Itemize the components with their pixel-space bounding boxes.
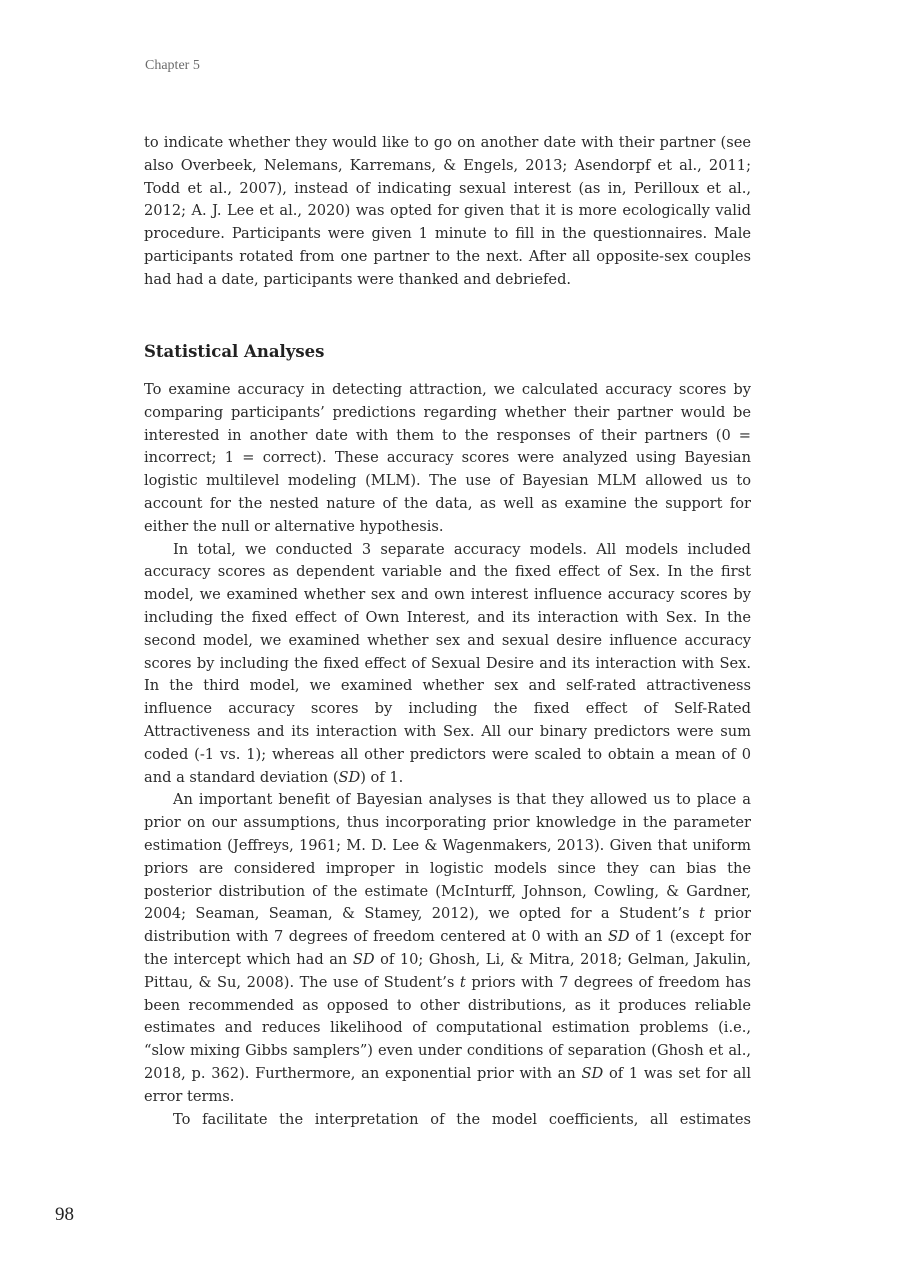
section-heading: Statistical Analyses xyxy=(144,342,325,361)
italic-term: SD xyxy=(352,950,375,968)
running-head: Chapter 5 xyxy=(145,58,200,73)
italic-term: SD xyxy=(338,768,361,786)
page-number: 98 xyxy=(55,1204,74,1225)
italic-term: t xyxy=(699,905,705,923)
italic-term: SD xyxy=(581,1064,604,1082)
italic-term: t xyxy=(459,973,466,991)
paragraph: to indicate whether they would like to go on another date with their partner (see also Overbeek, Nelemans, Karremans, & Engels, 2013; Asendorpf et al., 2011; Todd et al., 2007), instead of indicating sexual interest (as in, Perilloux et al., 2012; A. J. Lee et al., 2020) was opted for given that it is more ecologically valid procedure. Participants were given 1 minute to fill in the questionnaires. Male participants rotated from one partner to the next. After all opposite-sex couples had had a date, participants were thanked and debriefed. xyxy=(144,134,751,288)
statistical-analyses-body xyxy=(144,379,751,1131)
procedure-continuation xyxy=(144,132,751,292)
text-run: prior distribution with 7 degrees of freedom centered at 0 with an xyxy=(144,905,751,946)
text-run: of 10; Ghosh, Li, & Mitra, 2018; Gelman, Jakulin, Pittau, & Su, 2008). The use of Student’s xyxy=(144,950,751,991)
paragraph-priors xyxy=(144,789,751,1108)
italic-term: SD xyxy=(607,928,630,946)
paragraph-interpretation: To facilitate the interpretation of the model coefficients, all estimates xyxy=(173,1110,751,1128)
text-run: An important benefit of Bayesian analyses is that they allowed us to place a prior on our assumptions, thus incorporating prior knowledge in the parameter estimation (Jeffreys, 1961; M. D. Lee & Wagenmakers, 2013). Given that uniform priors are considered improper in logistic models since they can bias the posterior distribution of the estimate (McInturff, Johnson, Cowling, & Gardner, 2004; Seaman, Seaman, & Stamey, 2012), we opted for a Student’s xyxy=(144,791,751,923)
text-run: priors with 7 degrees of freedom has been recommended as opposed to other distributions, as it produces reliable estimates and reduces likelihood of computational estimation problems (i.e., “slow mixing Gibbs samplers”) even under conditions of separation (Ghosh et al., 2018, p. 362). Furthermore, an exponential prior with an xyxy=(144,973,751,1082)
paragraph-models xyxy=(144,539,751,790)
text-run: In total, we conducted 3 separate accuracy models. All models included accuracy scores as dependent variable and the fixed effect of Sex. In the first model, we examined whether sex and own interest influence accuracy scores by including the fixed effect of Own Interest, and its interaction with Sex. In the second model, we examined whether sex and sexual desire influence accuracy scores by including the fixed effect of Sexual Desire and its interaction with Sex. In the third model, we examined whether sex and self-rated attractiveness influence accuracy scores by including the fixed effect of Self-Rated Attractiveness and its interaction with Sex. All our binary predictors were sum coded (-1 vs. 1); whereas all other predictors were scaled to obtain a mean of 0 and a standard deviation ( xyxy=(144,540,751,786)
text-run: of 1 was set for all error terms. xyxy=(144,1064,751,1105)
paragraph-accuracy: To examine accuracy in detecting attraction, we calculated accuracy scores by comparing participants’ predictions regarding whether their partner would be interested in another date with them to the responses of their partners (0 = incorrect; 1 = correct). These accuracy scores were analyzed using Bayesian logistic multilevel modeling (MLM). The use of Bayesian MLM allowed us to account for the nested nature of the data, as well as examine the support for either the null or alternative hypothesis. xyxy=(144,381,751,535)
text-run: ) of 1. xyxy=(360,768,404,786)
text-run: of 1 (except for the intercept which had an xyxy=(144,928,751,968)
